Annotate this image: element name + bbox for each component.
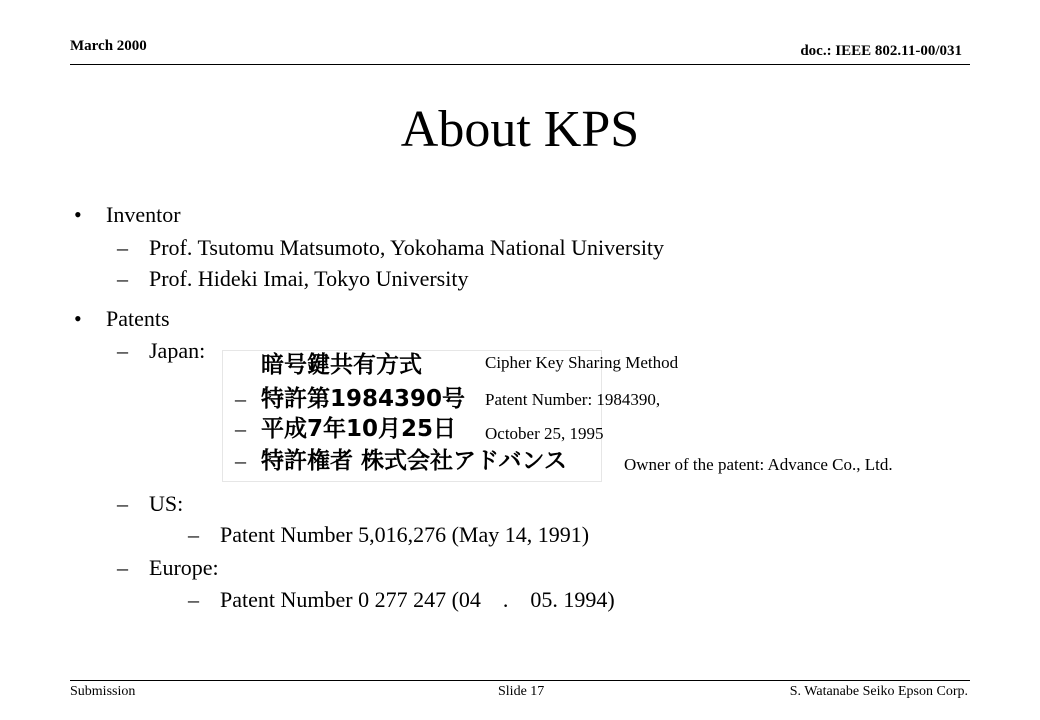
bullet-patents-label: Patents [106,306,170,331]
patent-europe-label: Europe: [149,555,219,580]
japanese-patent-image: 暗号鍵共有方式 – 特許第1984390号 – 平成7年10月25日 – 特許権者 株式会社アドバンス [222,350,602,482]
patent-us-label: US: [149,491,184,516]
slide-title: About KPS [400,101,640,158]
inventor-item-text: Prof. Hideki Imai, Tokyo University [149,266,469,291]
inventor-item-text: Prof. Tsutomu Matsumoto, Yokohama National University [149,235,665,260]
header-doc-id: doc.: IEEE 802.11-00/031 [800,43,962,59]
patent-europe-detail-text: Patent Number 0 277 247 (04 . 05. 1994) [220,587,615,612]
patent-us-detail-text: Patent Number 5,016,276 (May 14, 1991) [220,522,590,547]
annotation-number: Patent Number: 1984390, [485,390,661,409]
footer-submission: Submission [70,684,136,699]
bullet-dot: • [74,202,82,227]
annotation-method: Cipher Key Sharing Method [485,353,679,372]
footer-slide-number: Slide 17 [498,684,545,699]
footer-divider [70,680,970,681]
bullet-inventor-label: Inventor [106,202,181,227]
jp-patent-owner: 特許権者 株式会社アドバンス [261,448,567,474]
patent-japan-label: Japan: [149,338,206,363]
bullet-dot: • [74,306,82,331]
header-divider [70,64,970,65]
jp-patent-title: 暗号鍵共有方式 [261,352,422,378]
jp-patent-number: 特許第1984390号 [261,386,466,412]
jp-patent-date: 平成7年10月25日 [261,416,457,442]
header-date: March 2000 [70,38,147,54]
footer-author: S. Watanabe Seiko Epson Corp. [789,684,968,699]
annotation-date: October 25, 1995 [485,424,604,443]
annotation-owner: Owner of the patent: Advance Co., Ltd. [624,455,893,474]
